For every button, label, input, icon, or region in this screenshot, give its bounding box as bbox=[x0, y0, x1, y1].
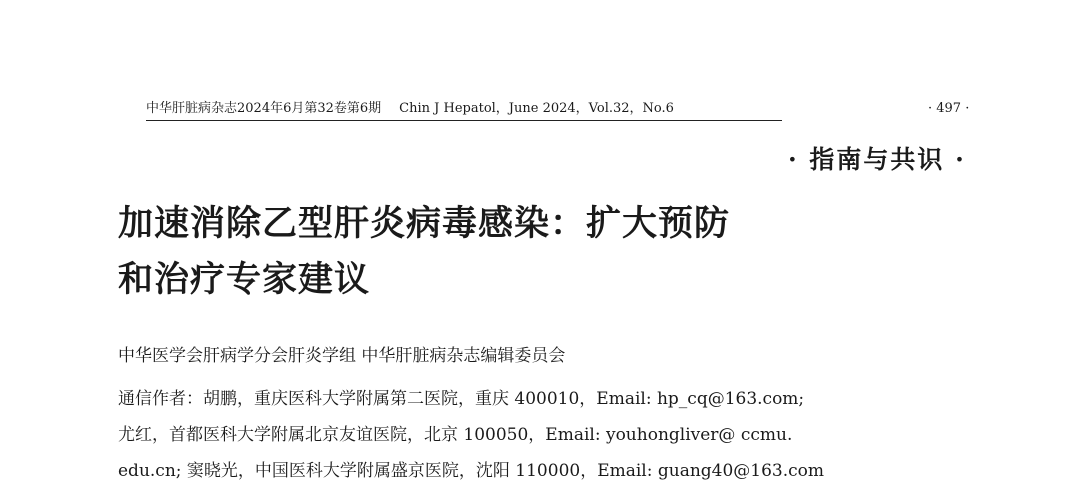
correspondence-line-2: 尤红，首都医科大学附属北京友谊医院，北京 100050，Email: youhongliver@ ccmu. bbox=[118, 425, 793, 445]
correspondence-line-3: edu.cn; 窦晓光，中国医科大学附属盛京医院，沈阳 110000，Email: guang40@163.com bbox=[118, 461, 825, 481]
page-number: · 497 · bbox=[928, 101, 970, 116]
article-title-line-1: 加速消除乙型肝炎病毒感染：扩大预防 bbox=[118, 203, 731, 244]
running-header bbox=[146, 100, 782, 121]
article-title bbox=[118, 196, 818, 308]
author-groups: 中华医学会肝病学分会肝炎学组 中华肝脏病杂志编辑委员会 bbox=[118, 346, 566, 366]
journal-name-en: Chin J Hepatol，June 2024，Vol.32，No.6 bbox=[399, 101, 674, 116]
correspondence-line-1: 通信作者：胡鹏，重庆医科大学附属第二医院，重庆 400010，Email: hp_cq@163.com; bbox=[118, 389, 805, 409]
article-title-line-2: 和治疗专家建议 bbox=[118, 259, 371, 300]
journal-name-cn: 中华肝脏病杂志2024年6月第32卷第6期 bbox=[146, 101, 382, 116]
corresponding-authors bbox=[118, 381, 878, 489]
section-label: · 指南与共识 · bbox=[788, 145, 966, 174]
